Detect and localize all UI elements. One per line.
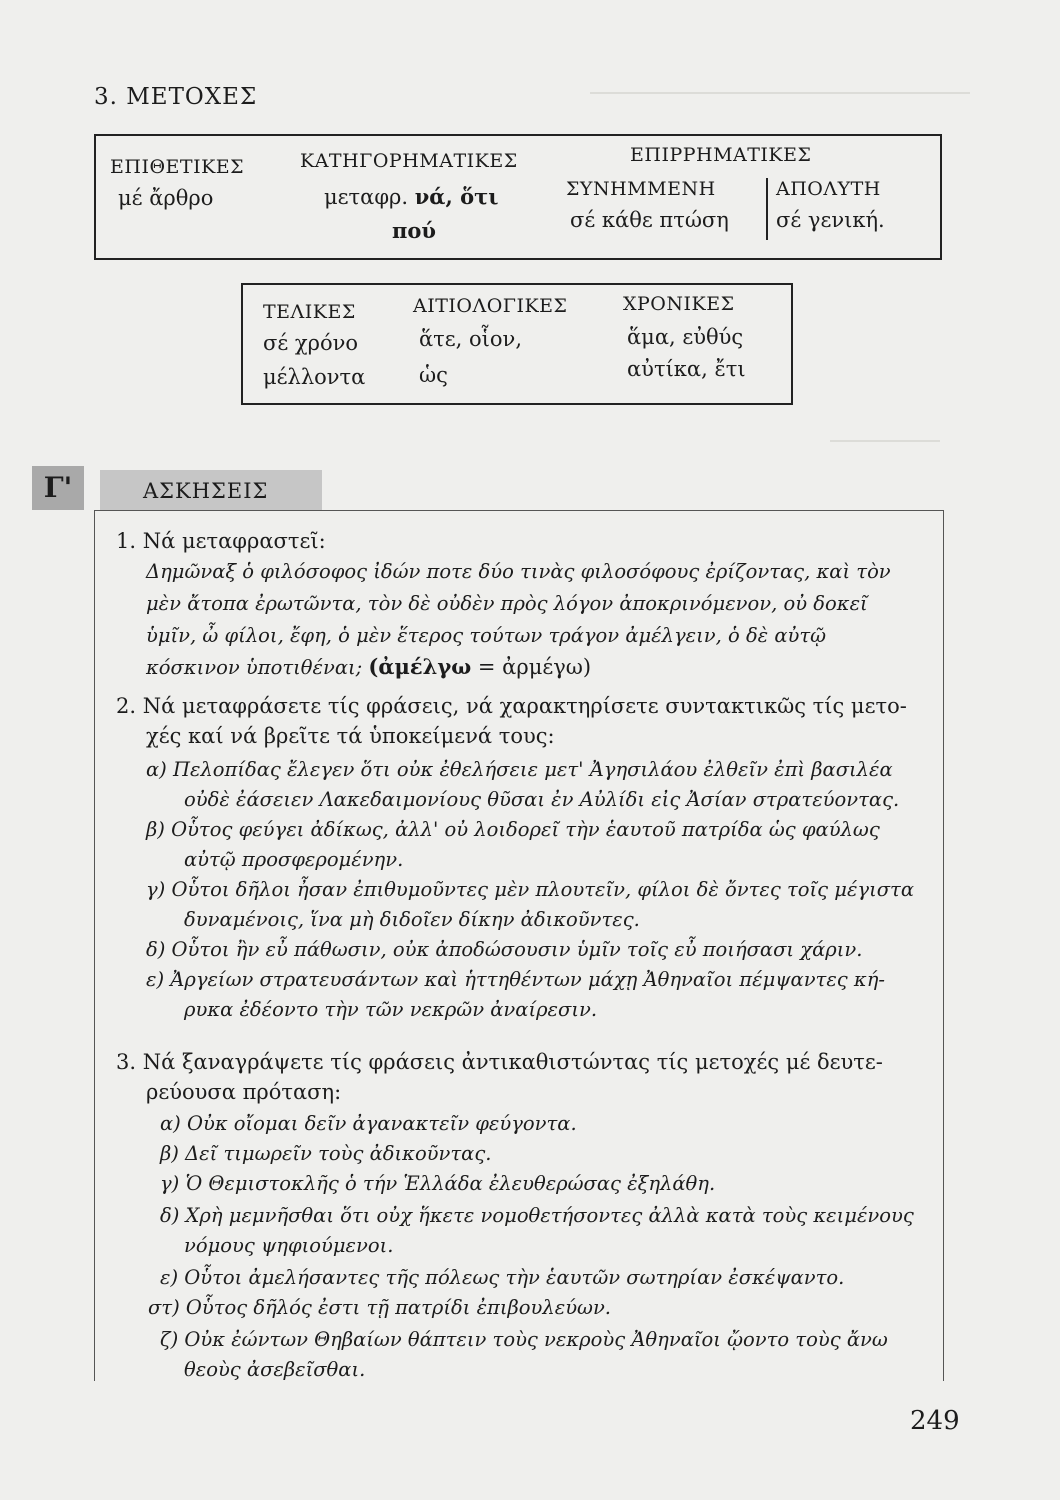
- exercise2-item: ε) Ἀργείων στρατευσάντων καὶ ἡττηθέντων μάχῃ Ἀθηναῖοι πέμψαντες κή-: [146, 968, 885, 991]
- page-number: 249: [910, 1406, 960, 1436]
- exercise3-item: δ) Χρὴ μεμνῆσθαι ὅτι οὐχ ἥκετε νομοθετήσοντες ἀλλὰ κατὰ τοὺς κειμένους: [160, 1204, 914, 1227]
- apolyti-title: ΑΠΟΛΥΤΗ: [776, 178, 881, 200]
- exercise1-line: μὲν ἄτοπα ἐρωτῶντα, τὸν δὲ οὐδὲν πρὸς λόγον ἀποκρινόμενον, οὐ δοκεῖ: [146, 592, 868, 615]
- apolyti-line1: σέ γενική.: [776, 208, 885, 232]
- exercise2-item: οὐδὲ ἐάσειεν Λακεδαιμονίους θῦσαι ἐν Αὐλίδι εἰς Ἀσίαν στρατεύοντας.: [184, 788, 900, 811]
- exercise2-item: αὐτῷ προσφερομένην.: [184, 848, 404, 871]
- exercise3-item: στ) Οὗτος δῆλός ἐστι τῇ πατρίδι ἐπιβουλεύων.: [148, 1296, 612, 1319]
- exercise3-item: α) Οὐκ οἴομαι δεῖν ἀγανακτεῖν φεύγοντα.: [160, 1112, 577, 1135]
- telikes-title: ΤΕΛΙΚΕΣ: [263, 301, 356, 323]
- chronikes-line2: αὐτίκα, ἔτι: [627, 357, 746, 381]
- telikes-line1: σέ χρόνο: [263, 331, 359, 355]
- kategorematikes-line1: μεταφρ. νά, ὅτι: [324, 184, 499, 209]
- aitiologikes-title: ΑΙΤΙΟΛΟΓΙΚΕΣ: [413, 295, 568, 317]
- participles-table-2: [241, 283, 793, 405]
- show-through-decoration: [590, 92, 970, 94]
- exercise3-item: θεοὺς ἀσεβεῖσθαι.: [184, 1358, 366, 1381]
- aitiologikes-line1: ἅτε, οἷον,: [419, 327, 522, 351]
- exercise2-item: β) Οὗτος φεύγει ἀδίκως, ἀλλ' οὐ λοιδορεῖ τὴν ἑαυτοῦ πατρίδα ὡς φαύλως: [146, 818, 880, 841]
- telikes-line2: μέλλοντα: [263, 365, 366, 389]
- exercise3-item: νόμους ψηφιούμενοι.: [184, 1234, 394, 1257]
- epithetikes-title: ΕΠΙΘΕΤΙΚΕΣ: [110, 156, 245, 178]
- section-title: 3. ΜΕΤΟΧΕΣ: [94, 84, 258, 110]
- exercise1-last-line: κόσκινον ὑποτιθέναι; (ἀμέλγω = ἀρμέγω): [146, 654, 592, 679]
- exercise2-item: α) Πελοπίδας ἔλεγεν ὅτι οὐκ ἐθελήσειε μετ' Ἀγησιλάου ἐλθεῖν ἐπὶ βασιλέα: [146, 758, 893, 781]
- synemmeni-line1: σέ κάθε πτώση: [570, 208, 729, 232]
- exercise3-item: ε) Οὗτοι ἀμελήσαντες τῆς πόλεως τὴν ἑαυτῶν σωτηρίαν ἐσκέψαντο.: [160, 1266, 845, 1289]
- exercise2-item: δ) Οὗτοι ἢν εὖ πάθωσιν, οὐκ ἀποδώσουσιν ὑμῖν τοῖς εὖ ποιήσασι χάριν.: [146, 938, 863, 961]
- chronikes-line1: ἅμα, εὐθύς: [627, 325, 744, 349]
- chapter-letter: Γ': [32, 466, 84, 510]
- exercise2-item: ρυκα ἐδέοντο τὴν τῶν νεκρῶν ἀναίρεσιν.: [184, 998, 598, 1021]
- epithetikes-line1: μέ ἄρθρο: [118, 186, 214, 210]
- exercise3-item: γ) Ὁ Θεμιστοκλῆς ὁ τήν Ἑλλάδα ἐλευθερώσας ἐξηλάθη.: [160, 1172, 716, 1195]
- show-through-decoration: [830, 440, 940, 442]
- aitiologikes-line2: ὡς: [419, 363, 448, 387]
- exercise1-line: Δημῶναξ ὁ φιλόσοφος ἰδών ποτε δύο τινὰς φιλοσόφους ἐρίζοντας, καὶ τὸν: [146, 560, 891, 583]
- exercise2-item: δυναμένοις, ἵνα μὴ διδοῖεν δίκην ἀδικοῦντες.: [184, 908, 640, 931]
- exercises-title: ΑΣΚΗΣΕΙΣ: [143, 479, 269, 503]
- exercise1-line: ὑμῖν, ὦ φίλοι, ἔφη, ὁ μὲν ἕτερος τούτων τράγον ἀμέλγειν, ὁ δὲ αὐτῷ: [146, 624, 827, 647]
- kategorematikes-title: ΚΑΤΗΓΟΡΗΜΑΤΙΚΕΣ: [300, 150, 518, 172]
- chronikes-title: ΧΡΟΝΙΚΕΣ: [623, 293, 735, 315]
- kategorematikes-line2: πού: [392, 218, 436, 243]
- exercise2-prompt-line1: 2. Νά μεταφράσετε τίς φράσεις, νά χαρακτηρίσετε συντακτικῶς τίς μετο-: [116, 694, 907, 718]
- exercise1-prompt: 1. Νά μεταφραστεῖ:: [116, 529, 326, 553]
- participles-table-1: [94, 134, 942, 260]
- exercise3-item: ζ) Οὐκ ἐώντων Θηβαίων θάπτειν τοὺς νεκροὺς Ἀθηναῖοι ᾤοντο τοὺς ἄνω: [160, 1328, 888, 1351]
- exercise2-prompt-line2: χές καί νά βρεῖτε τά ὑποκείμενά τους:: [146, 724, 555, 748]
- exercise3-prompt-line2: ρεύουσα πρόταση:: [146, 1080, 342, 1104]
- column-divider: [766, 178, 768, 240]
- exercise3-prompt-line1: 3. Νά ξαναγράψετε τίς φράσεις ἀντικαθιστώντας τίς μετοχές μέ δευτε-: [116, 1050, 883, 1074]
- synemmeni-title: ΣΥΝΗΜΜΕΝΗ: [566, 178, 716, 200]
- exercise3-item: β) Δεῖ τιμωρεῖν τοὺς ἀδικοῦντας.: [160, 1142, 492, 1165]
- epirrematikes-title: ΕΠΙΡΡΗΜΑΤΙΚΕΣ: [630, 144, 812, 166]
- exercise2-item: γ) Οὗτοι δῆλοι ἦσαν ἐπιθυμοῦντες μὲν πλουτεῖν, φίλοι δὲ ὄντες τοῖς μέγιστα: [146, 878, 914, 901]
